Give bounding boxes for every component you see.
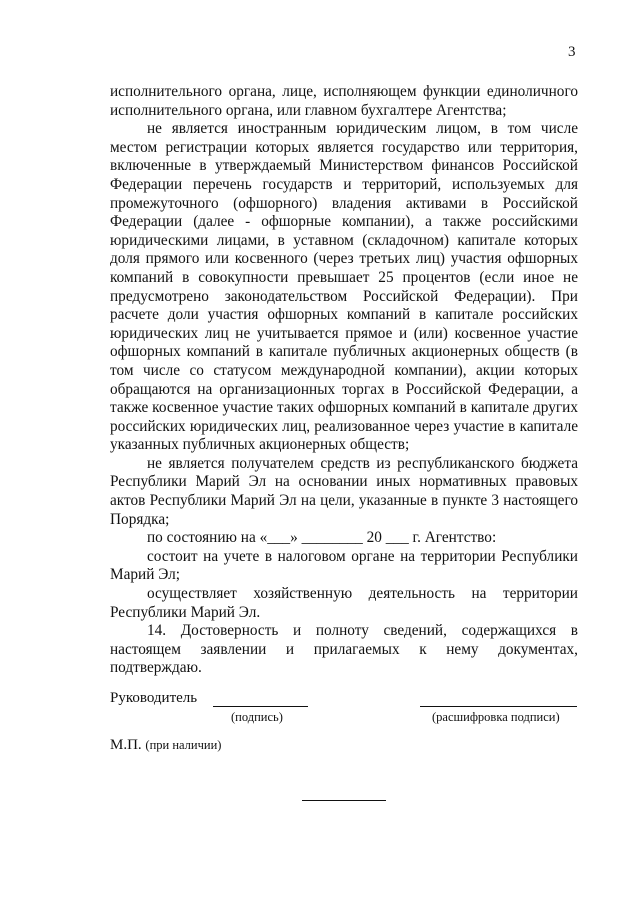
stamp-note: (при наличии) <box>145 738 222 752</box>
stamp-label <box>110 737 221 754</box>
paragraph: не является иностранным юридическим лицом, в том числе местом регистрации которых является государство или территория, включенные в утверждаемый Министерством финансов Российской Федерации перечень государств и территорий, используемых для промежуточного (офшорного) владения активами в Российской Федерации (далее - офшорные компании), а также российскими юридическими лицами, в уставном (складочном) капитале которых доля прямого или косвенного (через третьих лиц) участия офшорных компаний в совокупности превышает 25 процентов (если иное не предусмотрено законодательством Российской Федерации). При расчете доли участия офшорных компаний в капитале российских юридических лиц не учитывается прямое и (или) косвенное участие офшорных компаний в капитале публичных акционерных обществ (в том числе со статусом международной компании), акции которых обращаются на организационных торгах в Российской Федерации, а также косвенное участие таких офшорных компаний в капитале других российских юридических лиц, реализованное через участие в капитале указанных публичных акционерных обществ; <box>110 120 578 454</box>
stamp-main: М.П. <box>110 737 142 753</box>
paragraph: состоит на учете в налоговом органе на территории Республики Марий Эл; <box>110 547 578 584</box>
paragraph: исполнительного органа, лице, исполняющем функции единоличного исполнительного органа, или главном бухгалтере Агентства; <box>110 83 578 119</box>
signature-line <box>213 694 308 707</box>
document-body <box>110 83 578 678</box>
end-rule <box>302 800 386 801</box>
paragraph: осуществляет хозяйственную деятельность на территории Республики Марий Эл. <box>110 585 578 621</box>
decode-caption: (расшифровка подписи) <box>432 710 560 724</box>
sign-caption: (подпись) <box>231 710 283 724</box>
paragraph: 14. Достоверность и полноту сведений, содержащихся в настоящем заявлении и прилагаемых к нему документах, подтверждаю. <box>110 622 578 677</box>
page-number: 3 <box>568 44 576 60</box>
decode-line <box>420 694 577 707</box>
paragraph: по состоянию на «___» ________ 20 ___ г. Агентство: <box>147 529 497 547</box>
head-label: Руководитель <box>110 690 198 706</box>
paragraph: не является получателем средств из республиканского бюджета Республики Марий Эл на основании иных нормативных правовых актов Республики Марий Эл на цели, указанные в пункте 3 настоящего Порядка; <box>110 454 578 528</box>
